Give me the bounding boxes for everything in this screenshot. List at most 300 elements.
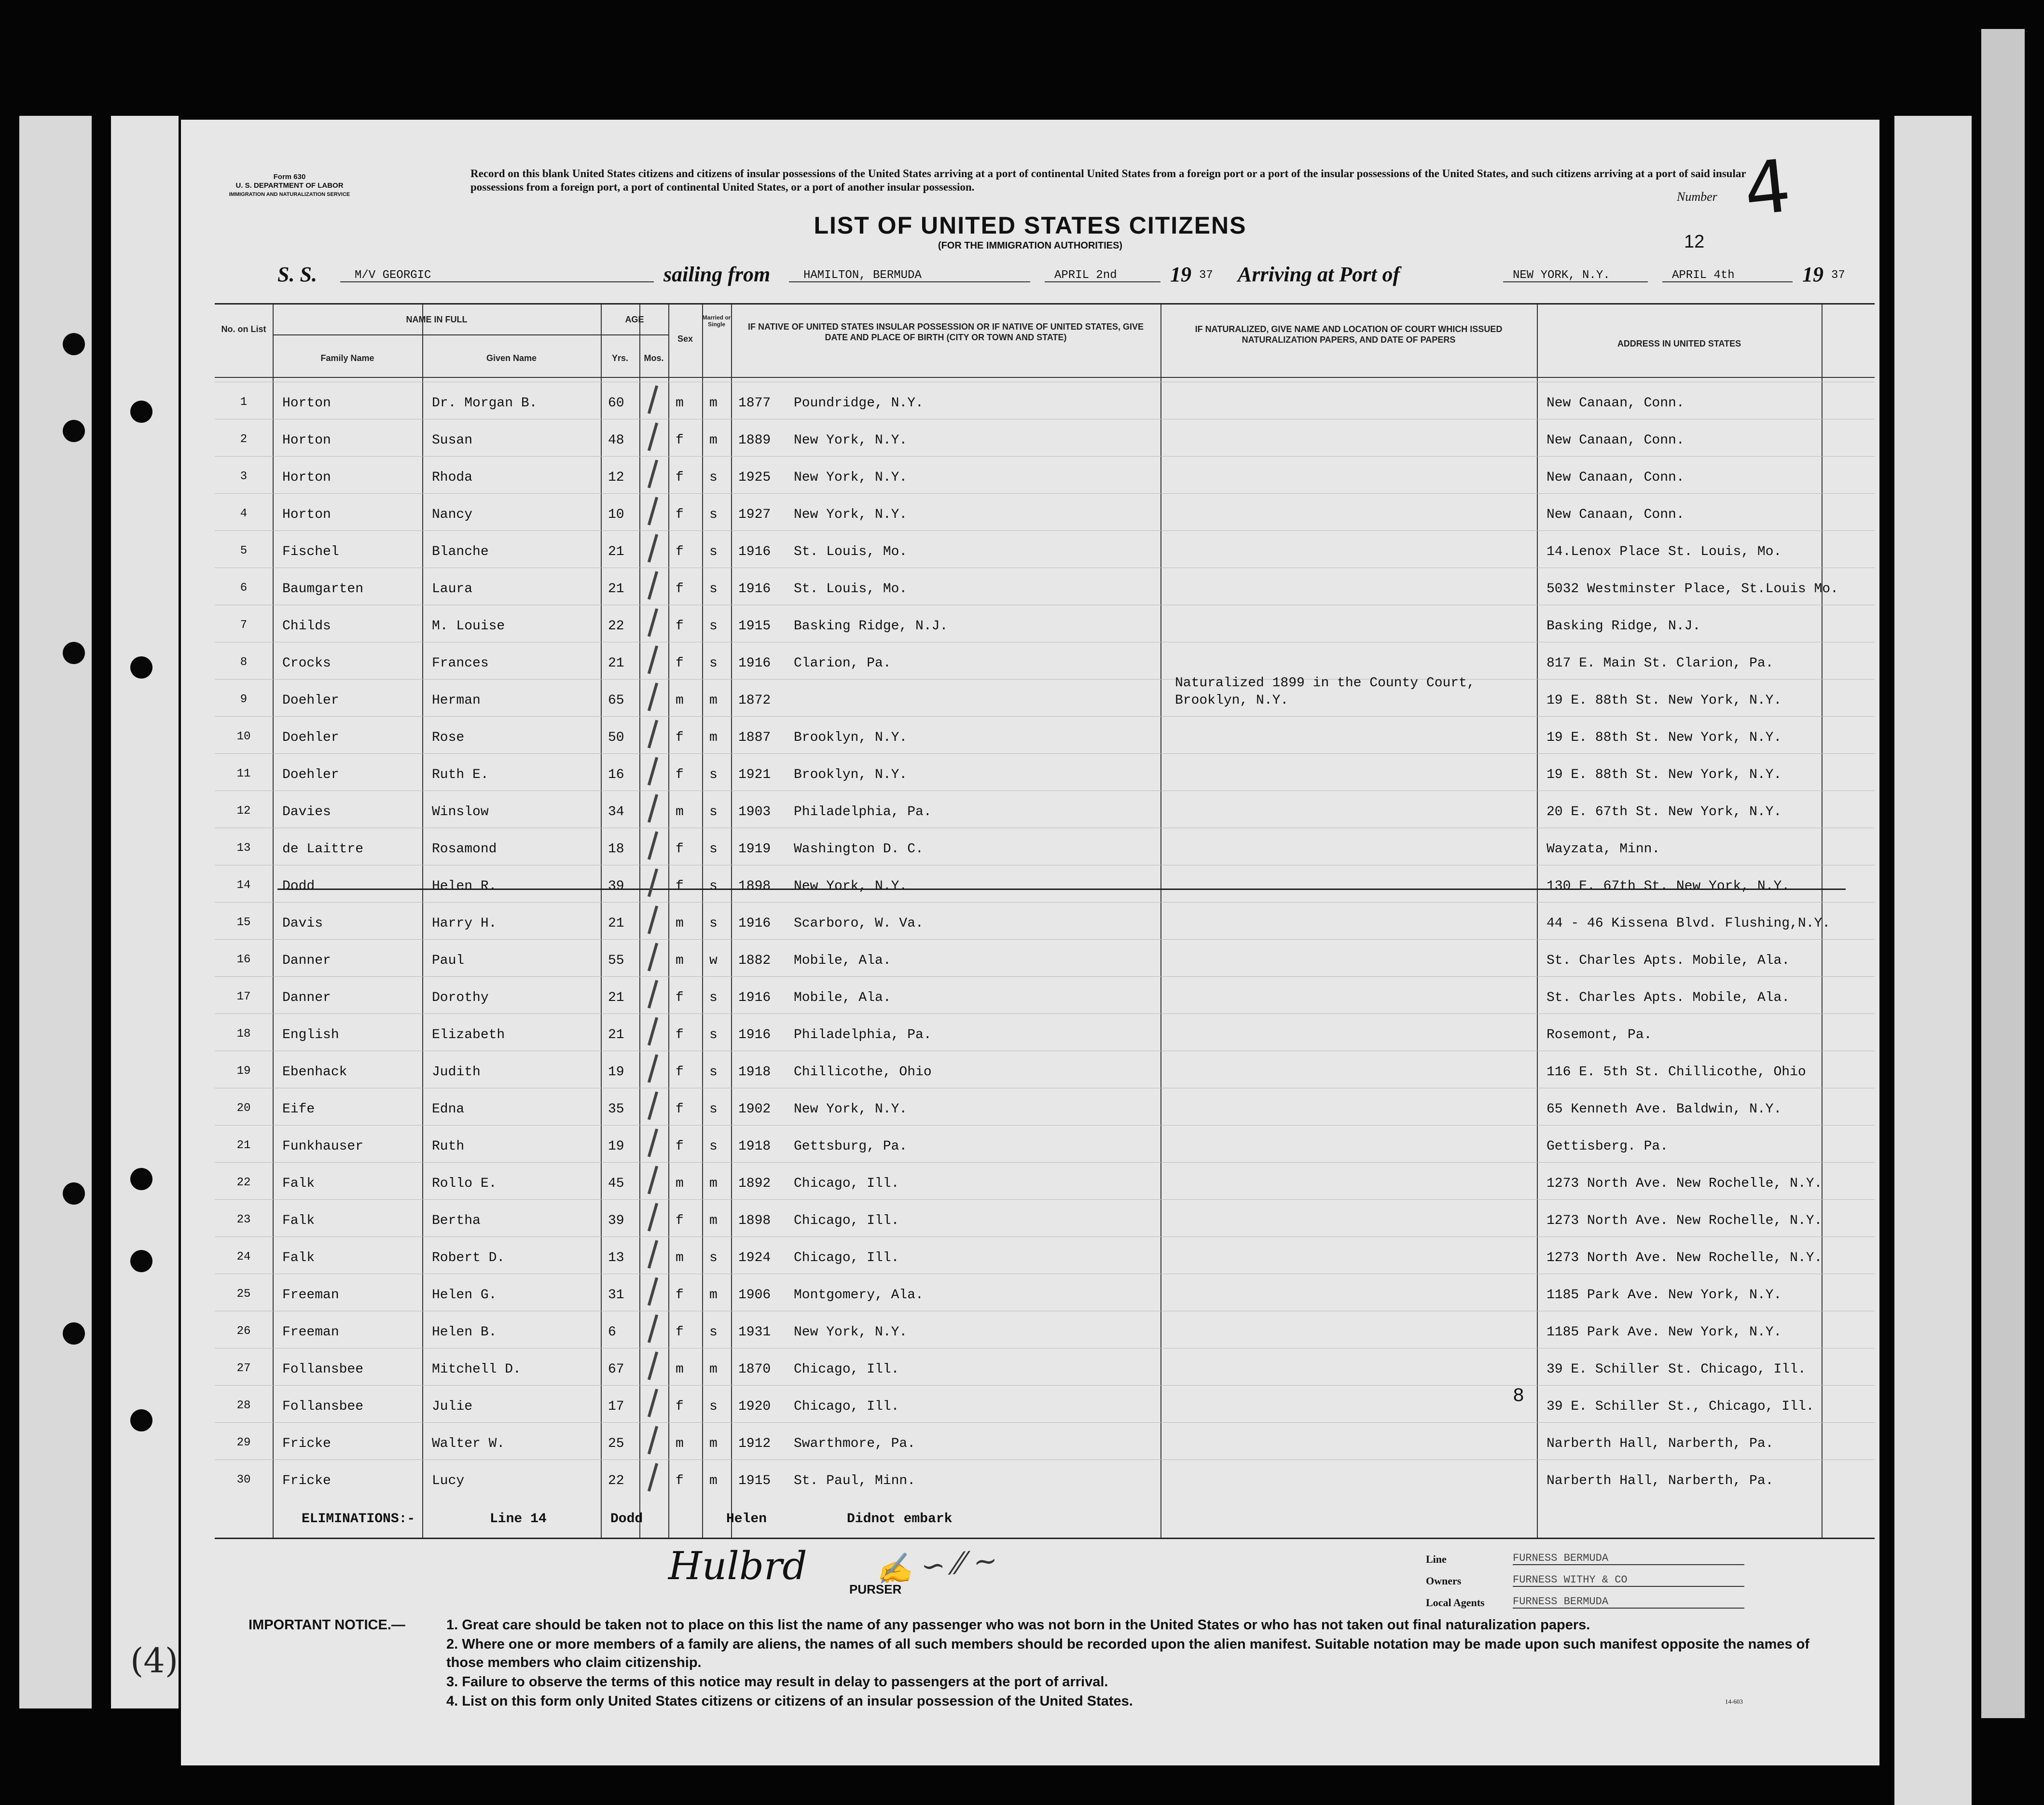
cell-sex: m bbox=[676, 1362, 684, 1377]
cell-place: Philadelphia, Pa. bbox=[794, 805, 932, 819]
cell-year: 1916 bbox=[738, 582, 771, 597]
table-row bbox=[215, 605, 1875, 642]
cell-sex: f bbox=[676, 1473, 684, 1488]
cell-ms: s bbox=[709, 842, 718, 857]
cell-given: Rose bbox=[432, 730, 465, 745]
cell-addr: New Canaan, Conn. bbox=[1547, 507, 1685, 522]
cell-age: 34 bbox=[608, 805, 624, 819]
notice-item-2: 2. Where one or more members of a family are aliens, the names of all such members should be recorded upon the alien manifest. Suitable notation may be made upon such manifest opposite the names of those members who claim citizenship. bbox=[446, 1637, 1809, 1670]
cell-given: Elizabeth bbox=[432, 1027, 505, 1042]
cell-given: Paul bbox=[432, 953, 465, 968]
cell-ms: s bbox=[709, 1250, 718, 1265]
cell-addr: 44 - 46 Kissena Blvd. Flushing,N.Y. bbox=[1547, 916, 1831, 931]
intro-text: Record on this blank United States citizens and citizens of insular possessions of the United States arriving at a port of continental United States from a foreign port or a port of the insular possessions of the United States, and such citizens arriving at a port of said insular possessions from a foreign port, a port of continental United States, or a port of another insular possession. bbox=[470, 167, 1746, 193]
cell-age: 50 bbox=[608, 730, 624, 745]
cell-age: 17 bbox=[608, 1399, 624, 1414]
cell-addr: 39 E. Schiller St. Chicago, Ill. bbox=[1547, 1362, 1806, 1377]
cell-family: Freeman bbox=[282, 1325, 339, 1340]
cell-no: 20 bbox=[236, 1102, 251, 1115]
cell-ms: m bbox=[709, 396, 718, 411]
cell-age: 45 bbox=[608, 1176, 624, 1191]
cell-given: Ruth E. bbox=[432, 767, 489, 782]
cell-sex: f bbox=[676, 990, 684, 1005]
eliminations-note: Didnot embark bbox=[847, 1512, 953, 1527]
cell-sex: f bbox=[676, 507, 684, 522]
binder-hole bbox=[130, 1250, 152, 1272]
cell-given: Winslow bbox=[432, 805, 489, 819]
cell-sex: m bbox=[676, 953, 684, 968]
cell-no: 16 bbox=[236, 953, 251, 966]
cell-given: Nancy bbox=[432, 507, 473, 522]
table-row bbox=[215, 753, 1875, 791]
cell-place: Chicago, Ill. bbox=[794, 1213, 899, 1228]
check-mark bbox=[648, 1351, 658, 1380]
cell-addr: Wayzata, Minn. bbox=[1547, 842, 1660, 857]
cell-sex: f bbox=[676, 767, 684, 782]
cell-naturalization: Naturalized 1899 in the County Court, Brooklyn, N.Y. bbox=[1175, 676, 1475, 708]
cell-age: 60 bbox=[608, 396, 624, 411]
cell-year: 1887 bbox=[738, 730, 771, 745]
cell-given: Judith bbox=[432, 1065, 481, 1080]
cell-given: Rollo E. bbox=[432, 1176, 497, 1191]
cell-family: Eife bbox=[282, 1102, 315, 1117]
cell-sex: f bbox=[676, 1102, 684, 1117]
cell-place: Montgomery, Ala. bbox=[794, 1288, 924, 1303]
check-mark bbox=[648, 682, 658, 711]
notice-item-1: 1. Great care should be taken not to place on this list the name of any passenger who was not born in the United States or who has not taken out final naturalization papers. bbox=[446, 1617, 1590, 1633]
cell-year: 1919 bbox=[738, 842, 771, 857]
cell-addr: New Canaan, Conn. bbox=[1547, 433, 1685, 448]
cell-sex: m bbox=[676, 805, 684, 819]
cell-no: 23 bbox=[236, 1213, 251, 1226]
cell-no: 19 bbox=[236, 1065, 251, 1078]
header-married-single: Married or Single bbox=[702, 314, 731, 328]
arrival-date: APRIL 4th bbox=[1672, 269, 1735, 282]
cell-family: Doehler bbox=[282, 693, 339, 708]
cell-family: Falk bbox=[282, 1176, 315, 1191]
cell-addr: New Canaan, Conn. bbox=[1547, 396, 1685, 411]
header-sex: Sex bbox=[677, 334, 693, 344]
table-row bbox=[215, 456, 1875, 493]
page-title: LIST OF UNITED STATES CITIZENS bbox=[814, 212, 1247, 239]
cell-age: 21 bbox=[608, 582, 624, 597]
cell-place: Basking Ridge, N.J. bbox=[794, 619, 948, 634]
arrival-port: NEW YORK, N.Y. bbox=[1513, 269, 1610, 282]
form-number: Form 630 bbox=[273, 173, 306, 181]
sailing-label: sailing from bbox=[663, 263, 771, 286]
table-row bbox=[215, 976, 1875, 1014]
check-mark bbox=[648, 943, 658, 971]
cell-no: 4 bbox=[240, 507, 248, 520]
cell-year: 1872 bbox=[738, 693, 771, 708]
cell-ms: s bbox=[709, 1102, 718, 1117]
cell-year: 1921 bbox=[738, 767, 771, 782]
depart-year-prefix: 19 bbox=[1170, 263, 1191, 286]
from-port: HAMILTON, BERMUDA bbox=[803, 269, 922, 282]
check-mark bbox=[648, 608, 658, 637]
cell-year: 1916 bbox=[738, 1027, 771, 1042]
header-birth: IF NATIVE OF UNITED STATES INSULAR POSSESSION OR IF NATIVE OF UNITED STATES, GIVE DATE AND PLACE OF BIRTH (CITY OR TOWN AND STATE) bbox=[747, 322, 1144, 342]
cell-no: 13 bbox=[236, 842, 251, 855]
cell-year: 1882 bbox=[738, 953, 771, 968]
cell-addr: New Canaan, Conn. bbox=[1547, 470, 1685, 485]
cell-age: 18 bbox=[608, 842, 624, 857]
cell-place: St. Louis, Mo. bbox=[794, 544, 908, 559]
check-mark bbox=[648, 794, 658, 822]
check-mark bbox=[648, 385, 658, 414]
cell-no: 2 bbox=[240, 433, 248, 446]
cell-given: Rhoda bbox=[432, 470, 473, 485]
page-subtitle: (FOR THE IMMIGRATION AUTHORITIES) bbox=[938, 240, 1123, 251]
owners-field bbox=[1426, 1574, 1628, 1587]
owners-label: Owners bbox=[1426, 1575, 1462, 1587]
ship-name: M/V GEORGIC bbox=[355, 269, 431, 282]
cell-sex: f bbox=[676, 544, 684, 559]
cell-no: 30 bbox=[236, 1473, 251, 1486]
table-row bbox=[215, 1088, 1875, 1125]
purser-label: PURSER bbox=[849, 1582, 902, 1597]
cell-year: 1877 bbox=[738, 396, 771, 411]
eliminations-family: Dodd bbox=[610, 1512, 643, 1527]
table-row bbox=[215, 1459, 1875, 1497]
footer-form-code: 14-603 bbox=[1725, 1698, 1743, 1705]
purser-signature: Hulbrd bbox=[668, 1543, 807, 1588]
cell-age: 31 bbox=[608, 1288, 624, 1303]
cell-no: 29 bbox=[236, 1436, 251, 1449]
binder-hole bbox=[130, 1168, 152, 1190]
cell-ms: s bbox=[709, 1399, 718, 1414]
table-row bbox=[215, 1348, 1875, 1385]
cell-ms: m bbox=[709, 730, 718, 745]
header-mos: Mos. bbox=[644, 353, 664, 363]
cell-addr: Gettisberg. Pa. bbox=[1547, 1139, 1669, 1154]
cell-sex: f bbox=[676, 879, 684, 894]
cell-addr: 19 E. 88th St. New York, N.Y. bbox=[1547, 730, 1782, 745]
cell-given: Susan bbox=[432, 433, 473, 448]
check-mark bbox=[648, 1426, 658, 1454]
cell-family: Freeman bbox=[282, 1288, 339, 1303]
cell-year: 1903 bbox=[738, 805, 771, 819]
check-mark bbox=[648, 1017, 658, 1045]
cell-sex: f bbox=[676, 433, 684, 448]
cell-place: New York, N.Y. bbox=[794, 507, 908, 522]
cell-no: 26 bbox=[236, 1325, 251, 1338]
cell-sex: f bbox=[676, 1288, 684, 1303]
cell-place: Chicago, Ill. bbox=[794, 1176, 899, 1191]
cell-given: Ruth bbox=[432, 1139, 465, 1154]
cell-ms: s bbox=[709, 916, 718, 931]
cell-year: 1915 bbox=[738, 619, 771, 634]
binder-hole bbox=[63, 1322, 85, 1345]
cell-no: 1 bbox=[240, 396, 248, 409]
cell-given: Bertha bbox=[432, 1213, 481, 1228]
cell-family: Baumgarten bbox=[282, 582, 364, 597]
check-mark bbox=[648, 831, 658, 860]
cell-ms: s bbox=[709, 619, 718, 634]
check-mark bbox=[648, 868, 658, 897]
cell-age: 21 bbox=[608, 656, 624, 671]
cell-place: St. Paul, Minn. bbox=[794, 1473, 916, 1488]
binder-strip-inner bbox=[111, 116, 179, 1708]
binder-hole bbox=[130, 656, 152, 679]
cell-age: 6 bbox=[608, 1325, 616, 1340]
cell-family: Ebenhack bbox=[282, 1065, 347, 1080]
binder-hole bbox=[63, 1182, 85, 1205]
binder-strip-left bbox=[19, 116, 92, 1708]
cell-age: 55 bbox=[608, 953, 624, 968]
cell-addr: Narberth Hall, Narberth, Pa. bbox=[1547, 1436, 1774, 1451]
cell-place: Mobile, Ala. bbox=[794, 953, 891, 968]
cell-sex: f bbox=[676, 1139, 684, 1154]
cell-ms: s bbox=[709, 1027, 718, 1042]
table-row bbox=[215, 419, 1875, 456]
table-row bbox=[215, 1385, 1875, 1422]
check-mark bbox=[648, 645, 658, 674]
binder-hole bbox=[130, 1409, 152, 1431]
right-edge-strip bbox=[1981, 29, 2025, 1718]
eliminations-line: Line 14 bbox=[490, 1512, 547, 1527]
cell-ms: s bbox=[709, 656, 718, 671]
cell-year: 1916 bbox=[738, 544, 771, 559]
cell-given: Edna bbox=[432, 1102, 465, 1117]
cell-given: Julie bbox=[432, 1399, 473, 1414]
arrival-year-prefix: 19 bbox=[1802, 263, 1823, 286]
cell-year: 1927 bbox=[738, 507, 771, 522]
cell-ms: m bbox=[709, 1473, 718, 1488]
cell-sex: m bbox=[676, 1176, 684, 1191]
cell-addr: 39 E. Schiller St., Chicago, Ill. bbox=[1547, 1399, 1814, 1414]
table-row bbox=[215, 1162, 1875, 1199]
table-row bbox=[215, 1051, 1875, 1088]
cell-year: 1898 bbox=[738, 1213, 771, 1228]
table-row bbox=[215, 493, 1875, 530]
cell-family: Funkhauser bbox=[282, 1139, 364, 1154]
cell-family: Crocks bbox=[282, 656, 331, 671]
cell-place: Chicago, Ill. bbox=[794, 1250, 899, 1265]
cell-no: 18 bbox=[236, 1027, 251, 1041]
cell-no: 7 bbox=[240, 619, 248, 632]
check-mark bbox=[648, 905, 658, 934]
cell-no: 8 bbox=[240, 656, 248, 669]
cell-family: Davis bbox=[282, 916, 323, 931]
check-mark bbox=[648, 571, 658, 599]
cell-age: 22 bbox=[608, 1473, 624, 1488]
cell-family: English bbox=[282, 1027, 339, 1042]
cell-given: Dorothy bbox=[432, 990, 489, 1005]
cell-sex: f bbox=[676, 656, 684, 671]
cell-given: Frances bbox=[432, 656, 489, 671]
eliminations-row bbox=[215, 1504, 1875, 1533]
cell-year: 1902 bbox=[738, 1102, 771, 1117]
cell-no: 3 bbox=[240, 470, 248, 483]
table-row bbox=[215, 939, 1875, 976]
binder-hole bbox=[63, 420, 85, 442]
cell-given: Lucy bbox=[432, 1473, 465, 1488]
cell-year: 1906 bbox=[738, 1288, 771, 1303]
cell-place: Poundridge, N.Y. bbox=[794, 396, 924, 411]
table-row bbox=[215, 1422, 1875, 1459]
cell-given: Robert D. bbox=[432, 1250, 505, 1265]
cell-age: 35 bbox=[608, 1102, 624, 1117]
cell-sex: f bbox=[676, 619, 684, 634]
cell-addr: Narberth Hall, Narberth, Pa. bbox=[1547, 1473, 1774, 1488]
cell-given: Helen G. bbox=[432, 1288, 497, 1303]
table-row bbox=[215, 642, 1875, 679]
cell-place: Swarthmore, Pa. bbox=[794, 1436, 916, 1451]
header-given-name: Given Name bbox=[486, 353, 537, 363]
cell-family: Doehler bbox=[282, 730, 339, 745]
cell-year: 1918 bbox=[738, 1065, 771, 1080]
notice-item-4: 4. List on this form only United States citizens or citizens of an insular possession of the United States. bbox=[446, 1694, 1133, 1709]
cell-sex: f bbox=[676, 1065, 684, 1080]
cell-place: Philadelphia, Pa. bbox=[794, 1027, 932, 1042]
cell-given: Helen B. bbox=[432, 1325, 497, 1340]
cell-addr: St. Charles Apts. Mobile, Ala. bbox=[1547, 990, 1790, 1005]
table-row bbox=[215, 902, 1875, 939]
table-row bbox=[215, 382, 1875, 419]
cell-no: 10 bbox=[236, 730, 251, 743]
cell-family: Fischel bbox=[282, 544, 339, 559]
cell-addr: 130 E. 67th St. New York, N.Y. bbox=[1547, 879, 1790, 894]
cell-addr: 116 E. 5th St. Chillicothe, Ohio bbox=[1547, 1065, 1806, 1080]
right-edge-strip-inner bbox=[1894, 116, 1972, 1805]
check-mark bbox=[648, 1128, 658, 1157]
cell-addr: 14.Lenox Place St. Louis, Mo. bbox=[1547, 544, 1782, 559]
depart-year: 37 bbox=[1199, 269, 1213, 282]
page-mark-handwritten: (4) bbox=[130, 1641, 179, 1680]
cell-addr: 1273 North Ave. New Rochelle, N.Y. bbox=[1547, 1250, 1823, 1265]
header-age: AGE bbox=[625, 315, 644, 324]
cell-sex: f bbox=[676, 1325, 684, 1340]
cell-addr: 19 E. 88th St. New York, N.Y. bbox=[1547, 767, 1782, 782]
cell-sex: f bbox=[676, 730, 684, 745]
cell-place: New York, N.Y. bbox=[794, 879, 908, 894]
agents-field bbox=[1426, 1596, 1609, 1609]
cell-year: 1924 bbox=[738, 1250, 771, 1265]
cell-no: 11 bbox=[236, 767, 251, 780]
cell-no: 21 bbox=[236, 1139, 251, 1152]
cell-sex: f bbox=[676, 1399, 684, 1414]
cell-ms: s bbox=[709, 544, 718, 559]
cell-age: 25 bbox=[608, 1436, 624, 1451]
binder-hole bbox=[63, 642, 85, 664]
cell-place: Scarboro, W. Va. bbox=[794, 916, 924, 931]
check-mark bbox=[648, 1314, 658, 1343]
cell-ms: m bbox=[709, 1288, 718, 1303]
cell-ms: w bbox=[709, 953, 718, 968]
cell-ms: m bbox=[709, 1362, 718, 1377]
cell-given: Walter W. bbox=[432, 1436, 505, 1451]
header-naturalized: IF NATURALIZED, GIVE NAME AND LOCATION OF COURT WHICH ISSUED NATURALIZATION PAPERS, AND DATE OF PAPERS bbox=[1195, 324, 1503, 345]
cell-year: 1918 bbox=[738, 1139, 771, 1154]
cell-addr: 1185 Park Ave. New York, N.Y. bbox=[1547, 1325, 1782, 1340]
eliminations-label: ELIMINATIONS:- bbox=[302, 1512, 415, 1527]
table-row bbox=[215, 1311, 1875, 1348]
check-mark bbox=[648, 1277, 658, 1305]
cell-sex: f bbox=[676, 842, 684, 857]
cell-age: 65 bbox=[608, 693, 624, 708]
table-row bbox=[215, 1125, 1875, 1162]
cell-year: 1916 bbox=[738, 916, 771, 931]
line-value: FURNESS BERMUDA bbox=[1513, 1552, 1744, 1565]
cell-family: Childs bbox=[282, 619, 331, 634]
cell-addr: 65 Kenneth Ave. Baldwin, N.Y. bbox=[1547, 1102, 1782, 1117]
cell-given: Herman bbox=[432, 693, 481, 708]
cell-place: New York, N.Y. bbox=[794, 1325, 908, 1340]
cell-ms: s bbox=[709, 1139, 718, 1154]
line-label: Line bbox=[1426, 1553, 1447, 1565]
cell-addr: 20 E. 67th St. New York, N.Y. bbox=[1547, 805, 1782, 819]
margin-annotation: 8 bbox=[1513, 1386, 1525, 1407]
passenger-table bbox=[215, 303, 1875, 1539]
table-row bbox=[215, 568, 1875, 605]
table-row bbox=[215, 1199, 1875, 1236]
cell-sex: f bbox=[676, 582, 684, 597]
cell-age: 48 bbox=[608, 433, 624, 448]
header-address: ADDRESS IN UNITED STATES bbox=[1617, 339, 1741, 348]
check-mark bbox=[648, 757, 658, 785]
cell-ms: s bbox=[709, 990, 718, 1005]
agents-label: Local Agents bbox=[1426, 1597, 1485, 1609]
cell-age: 39 bbox=[608, 879, 624, 894]
cell-place: Mobile, Ala. bbox=[794, 990, 891, 1005]
cell-addr: Basking Ridge, N.J. bbox=[1547, 619, 1701, 634]
cell-age: 21 bbox=[608, 916, 624, 931]
ss-label: S. S. bbox=[277, 263, 317, 286]
service-name: IMMIGRATION AND NATURALIZATION SERVICE bbox=[229, 192, 350, 197]
cell-age: 39 bbox=[608, 1213, 624, 1228]
cell-ms: s bbox=[709, 507, 718, 522]
cell-year: 1889 bbox=[738, 433, 771, 448]
cell-year: 1925 bbox=[738, 470, 771, 485]
cell-sex: m bbox=[676, 693, 684, 708]
cell-family: Davies bbox=[282, 805, 331, 819]
cell-addr: 1185 Park Ave. New York, N.Y. bbox=[1547, 1288, 1782, 1303]
cell-year: 1912 bbox=[738, 1436, 771, 1451]
cell-ms: s bbox=[709, 805, 718, 819]
page-number: 12 bbox=[1684, 232, 1705, 252]
cell-sex: m bbox=[676, 916, 684, 931]
header-yrs: Yrs. bbox=[611, 353, 629, 363]
cell-age: 21 bbox=[608, 990, 624, 1005]
cell-family: Horton bbox=[282, 507, 331, 522]
cell-year: 1931 bbox=[738, 1325, 771, 1340]
cell-given: M. Louise bbox=[432, 619, 505, 634]
cell-age: 19 bbox=[608, 1065, 624, 1080]
arrival-year: 37 bbox=[1831, 269, 1845, 282]
cell-given: Helen R. bbox=[432, 879, 497, 894]
line-field bbox=[1426, 1552, 1609, 1566]
cell-age: 21 bbox=[608, 544, 624, 559]
cell-year: 1920 bbox=[738, 1399, 771, 1414]
cell-no: 15 bbox=[236, 916, 251, 929]
cell-sex: m bbox=[676, 396, 684, 411]
form-number-block bbox=[224, 173, 355, 199]
cell-age: 16 bbox=[608, 767, 624, 782]
cell-ms: m bbox=[709, 693, 718, 708]
cell-family: Doehler bbox=[282, 767, 339, 782]
cell-given: Mitchell D. bbox=[432, 1362, 521, 1377]
notice-item-3: 3. Failure to observe the terms of this notice may result in delay to passengers at the port of arrival. bbox=[446, 1674, 1108, 1690]
cell-place: Brooklyn, N.Y. bbox=[794, 767, 908, 782]
depart-date: APRIL 2nd bbox=[1054, 269, 1117, 282]
cell-no: 6 bbox=[240, 582, 248, 595]
cell-ms: s bbox=[709, 1065, 718, 1080]
check-mark bbox=[648, 1203, 658, 1231]
cell-year: 1870 bbox=[738, 1362, 771, 1377]
check-mark bbox=[648, 534, 658, 562]
cell-addr: 5032 Westminster Place, St.Louis Mo. bbox=[1547, 582, 1838, 597]
